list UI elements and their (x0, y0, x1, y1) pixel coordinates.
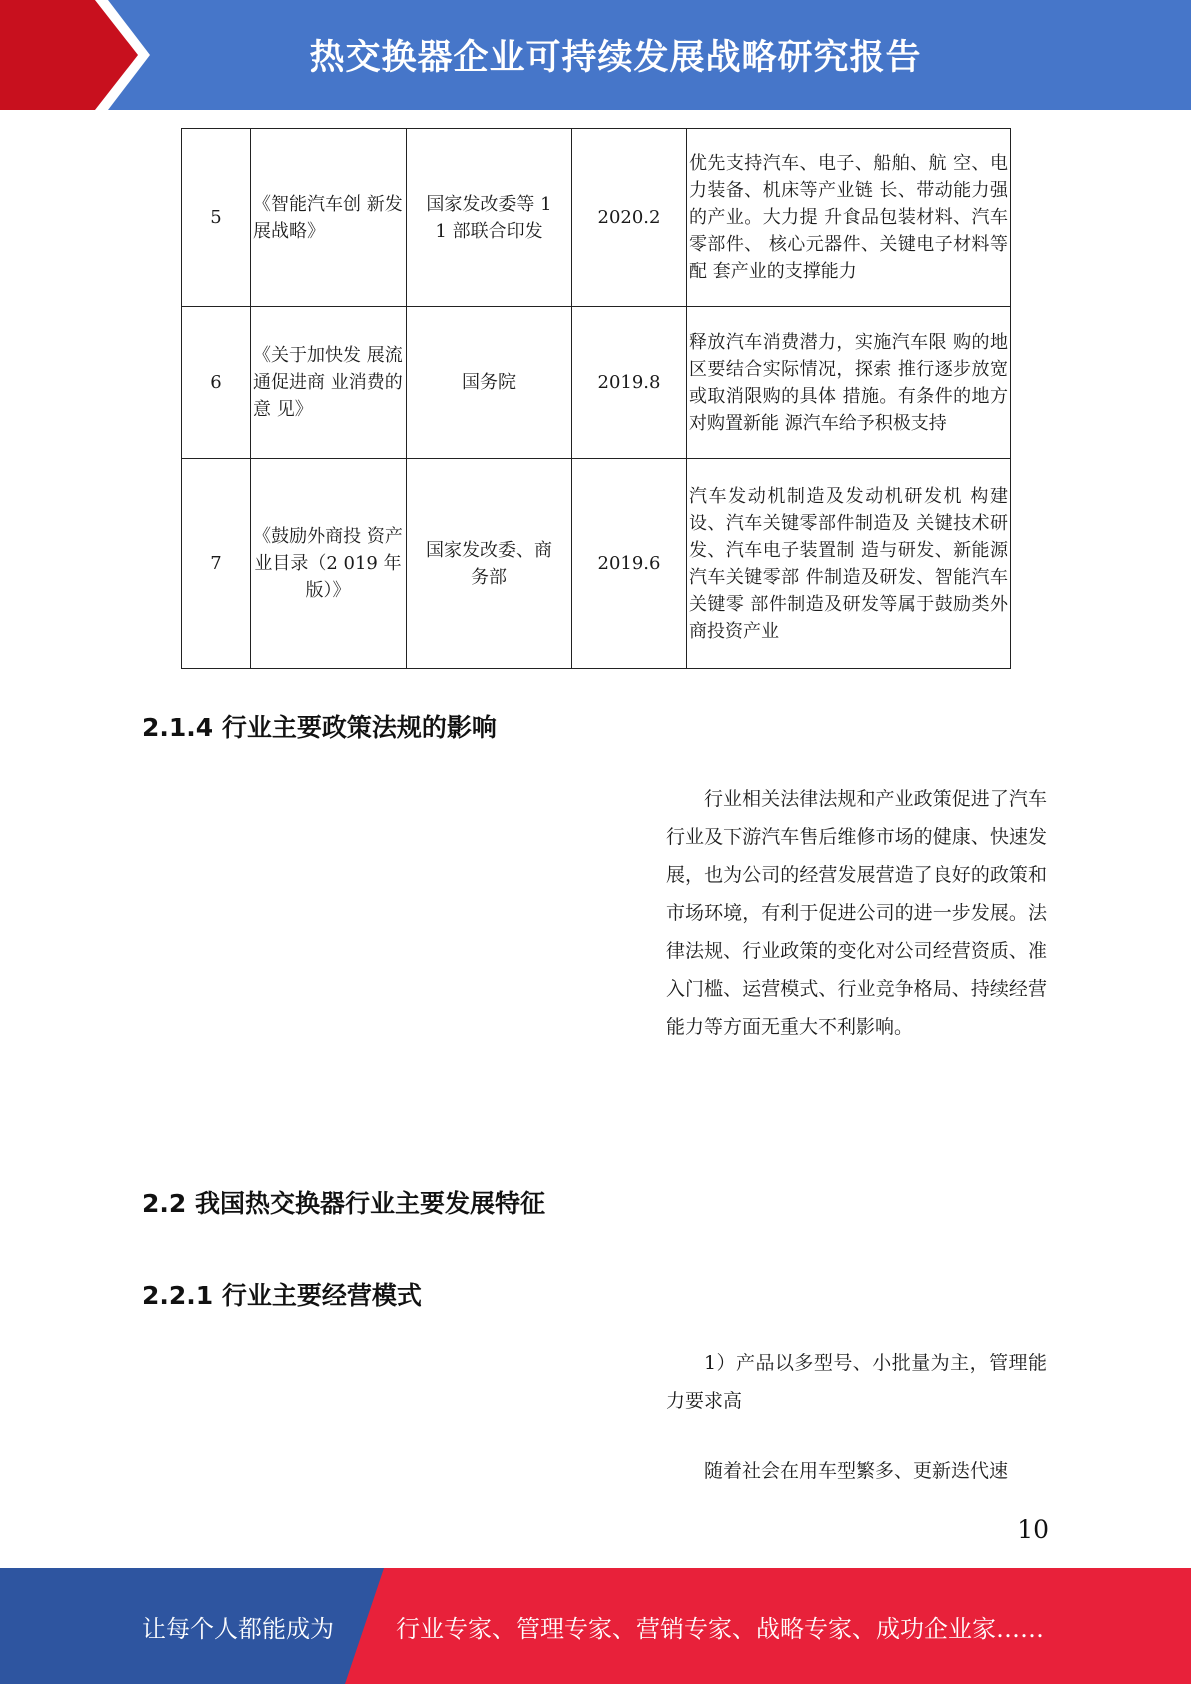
section-heading-2-2-1: 2.2.1 行业主要经营模式 (142, 1281, 422, 1310)
paragraph-policy-impact: 行业相关法律法规和产业政策促进了汽车行业及下游汽车售后维修市场的健康、快速发展，也为公司的经营发展营造了良好的政策和市场环境，有利于促进公司的进一步发展。法律法规、行业政策的变化对公司经营资质、准入门槛、运营模式、行业竞争格局、持续经营能力等方面无重大不利影响。 (666, 788, 1047, 1038)
issuing-department: 国家发改委等 1 1 部联合印发 (407, 129, 572, 307)
policy-content: 释放汽车消费潜力，实施汽车限 购的地区要结合实际情况，探索 推行逐步放宽或取消限购的具体 措施。有条件的地方对购置新能 源汽车给予积极支持 (687, 307, 1011, 459)
policy-table (181, 128, 1011, 669)
issue-date: 2020.2 (572, 129, 687, 307)
issue-date: 2019.8 (572, 307, 687, 459)
footer-slogan-left: 让每个人都能成为 (142, 1614, 334, 1643)
table-row (182, 459, 1011, 669)
paragraph-vehicle-models: 随着社会在用车型繁多、更新迭代速 (704, 1460, 1009, 1482)
table-row (182, 307, 1011, 459)
table-row (182, 129, 1011, 307)
policy-name: 《鼓励外商投 资产业目录（2 019 年版）》 (251, 459, 407, 669)
paragraph-product-mode: 1）产品以多型号、小批量为主，管理能力要求高 (666, 1352, 1047, 1412)
header-arrow-icon (0, 0, 160, 110)
issuing-department: 国家发改委、商务部 (407, 459, 572, 669)
row-number: 6 (182, 307, 251, 459)
page-number: 10 (1017, 1515, 1049, 1544)
page-header (0, 0, 1191, 110)
policy-content: 汽车发动机制造及发动机研发机 构建设、汽车关键零部件制造及 关键技术研发、汽车电子装置制 造与研发、新能源汽车关键零部 件制造及研发、智能汽车关键零 部件制造及研发等属于鼓励类外 商投资产业 (687, 459, 1011, 669)
row-number: 5 (182, 129, 251, 307)
footer-slogan-right: 行业专家、管理专家、营销专家、战略专家、成功企业家…… (396, 1614, 1044, 1643)
section-heading-2-1-4: 2.1.4 行业主要政策法规的影响 (142, 713, 497, 742)
report-title: 热交换器企业可持续发展战略研究报告 (309, 38, 922, 78)
page-footer (0, 1568, 1191, 1684)
policy-content: 优先支持汽车、电子、船舶、航 空、电力装备、机床等产业链 长、带动能力强的产业。大力提 升食品包装材料、汽车零部件、 核心元器件、关键电子材料等配 套产业的支撑能力 (687, 129, 1011, 307)
policy-name: 《关于加快发 展流通促进商 业消费的意 见》 (251, 307, 407, 459)
row-number: 7 (182, 459, 251, 669)
policy-name: 《智能汽车创 新发展战略》 (251, 129, 407, 307)
section-heading-2-2: 2.2 我国热交换器行业主要发展特征 (142, 1189, 545, 1218)
issue-date: 2019.6 (572, 459, 687, 669)
issuing-department: 国务院 (407, 307, 572, 459)
